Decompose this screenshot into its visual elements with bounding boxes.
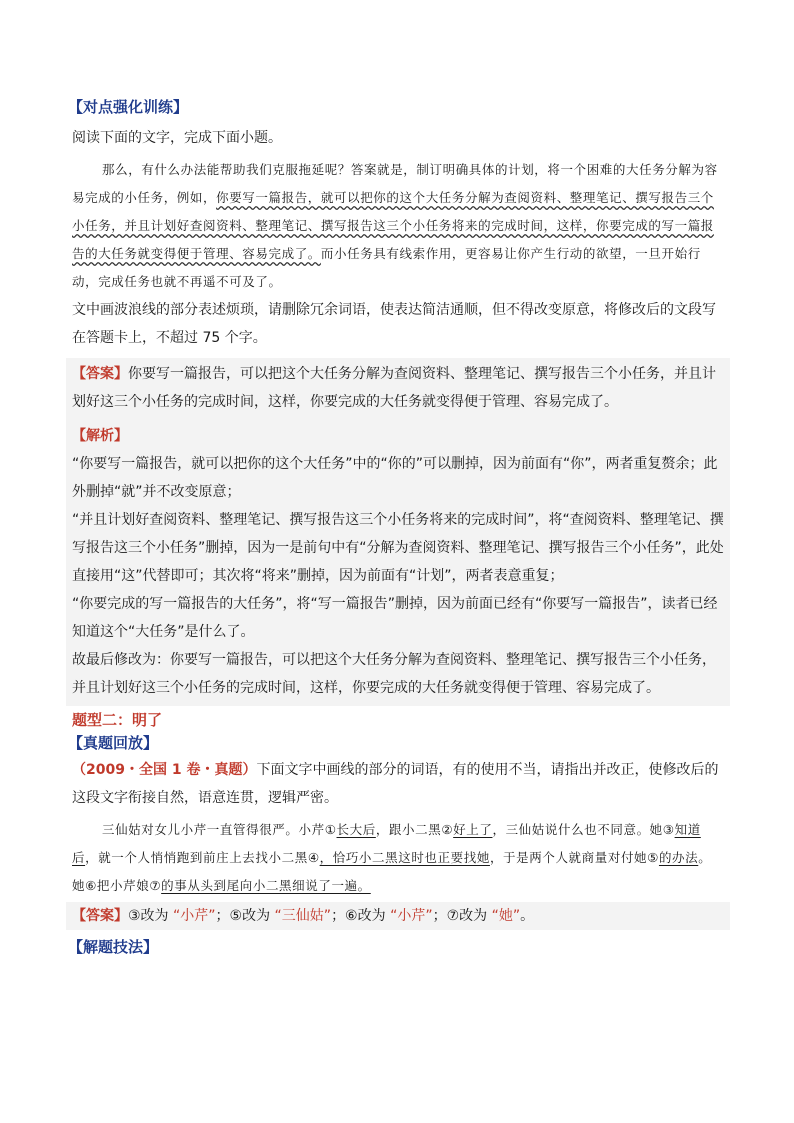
section-heading-methods: 【解题技法】 bbox=[68, 938, 159, 956]
answer-quote: “小芹” bbox=[390, 908, 433, 924]
passage-text: 三仙姑对女儿小芹一直管得很严。小芹 bbox=[102, 822, 325, 837]
exam-source: （2009・全国 1 卷・真题） bbox=[72, 762, 257, 778]
answer-text: 你要写一篇报告，可以把这个大任务分解为查阅资料、整理笔记、撰写报告三个小任务，并且计划好这三个小任务的完成时间，这样，你要完成的大任务就变得便于管理、容易完成了。 bbox=[72, 366, 716, 410]
analysis-paragraph: “你要写一篇报告，就可以把你的这个大任务”中的“你的”可以删掉，因为前面有“你”，两者重复赘余；此外删掉“就”并不改变原意； bbox=[72, 456, 718, 500]
answer-part: ；⑤改为 bbox=[215, 908, 275, 924]
passage-text: ，跟小二黑 bbox=[375, 822, 442, 837]
underlined-phrase: 的事从头到尾向小二黑细说了一遍。 bbox=[161, 878, 371, 893]
passage-text: 把小芹娘 bbox=[96, 878, 150, 893]
passage-text: ，三仙姑说什么也不同意。她 bbox=[492, 822, 663, 837]
section-heading-training: 【对点强化训练】 bbox=[68, 98, 189, 116]
underlined-phrase: 的办法 bbox=[658, 850, 699, 865]
answer-part: 。 bbox=[520, 908, 535, 924]
reading-passage bbox=[72, 156, 724, 296]
document-page bbox=[68, 96, 724, 964]
circled-number: ⑥ bbox=[85, 878, 97, 893]
instruction-text: 阅读下面的文字，完成下面小题。 bbox=[72, 130, 282, 146]
answer-part: ；⑦改为 bbox=[432, 908, 492, 924]
answer-quote: “三仙姑” bbox=[274, 908, 332, 924]
analysis-paragraph: “你要完成的写一篇报告的大任务”，将“写一篇报告”删掉，因为前面已经有“你要写一篇报告”，读者已经知道这个“大任务”是什么了。 bbox=[72, 596, 718, 640]
exam-passage bbox=[72, 816, 724, 900]
answer-quote: “小芹” bbox=[173, 908, 216, 924]
passage-wavy-underline: 你要写一篇报告，就可以把你的这个大任务分解为查阅资料、整理笔记、撰写报告三个小任务，并且计划好查阅资料、整理笔记、撰写报告这三个小任务将来的完成时间，这样，你要完成的写一篇报告的大任务就变得便于管理、容易完成了。 bbox=[72, 190, 714, 261]
underlined-phrase: ，恰巧小二黑这时也正要找她 bbox=[319, 850, 490, 865]
exam-question bbox=[72, 756, 724, 812]
answer-part: ③改为 bbox=[128, 908, 174, 924]
passage-text: ，于是两个人就商量对付她 bbox=[489, 850, 648, 865]
circled-number: ③ bbox=[662, 822, 675, 837]
underlined-phrase: 知道后 bbox=[72, 822, 701, 865]
answer-block bbox=[66, 358, 730, 420]
passage-text: ，就一个人悄悄跑到前庄上去找小二黑 bbox=[85, 850, 308, 865]
circled-number: ② bbox=[441, 822, 454, 837]
analysis-label: 【解析】 bbox=[72, 428, 128, 444]
underlined-phrase: 好上了 bbox=[453, 822, 493, 837]
answer-label: 【答案】 bbox=[72, 366, 128, 382]
passage-text: 。她 bbox=[72, 850, 712, 893]
exam-answer-label: 【答案】 bbox=[72, 908, 128, 924]
circled-number: ⑤ bbox=[647, 850, 659, 865]
circled-number: ① bbox=[324, 822, 337, 837]
circled-number: ④ bbox=[307, 850, 320, 865]
analysis-block bbox=[66, 420, 730, 706]
exam-question-text: 下面文字中画线的部分的词语，有的使用不当，请指出并改正，使修改后的这段文字衔接自然，语意连贯，逻辑严密。 bbox=[72, 762, 719, 806]
section-heading-real-exam: 【真题回放】 bbox=[68, 734, 159, 752]
question-text: 文中画波浪线的部分表述烦琐，请删除冗余词语，使表达简洁通顺，但不得改变原意，将修改后的文段写在答题卡上，不超过 75 个字。 bbox=[72, 302, 716, 346]
passage-part2: 而小任务具有线索作用，更容易让你产生行动的欲望，一旦开始行动，完成任务也就不再遥不可及了。 bbox=[72, 246, 701, 289]
passage-part1: 那么，有什么办法能帮助我们克服拖延呢？答案就是，制订明确具体的计划，将一个困难的大任务分解为容易完成的小任务，例如， bbox=[72, 162, 718, 205]
section-title-mingliao: 题型二：明了 bbox=[72, 711, 163, 729]
answer-part: ；⑥改为 bbox=[331, 908, 391, 924]
exam-answer-block bbox=[66, 902, 730, 930]
answer-quote: “她” bbox=[491, 908, 521, 924]
circled-number: ⑦ bbox=[149, 878, 162, 893]
analysis-paragraph: “并且计划好查阅资料、整理笔记、撰写报告这三个小任务将来的完成时间”，将“查阅资料、整理笔记、撰写报告这三个小任务”删掉，因为一是前句中有“分解为查阅资料、整理笔记、撰写报告三个小任务”，此处直接用“这”代替即可；其次将“将来”删掉，因为前面有“计划”，两者表意重复； bbox=[72, 512, 724, 584]
underlined-phrase: 长大后 bbox=[336, 822, 376, 837]
analysis-paragraph: 故最后修改为：你要写一篇报告，可以把这个大任务分解为查阅资料、整理笔记、撰写报告三个小任务，并且计划好这三个小任务的完成时间，这样，你要完成的大任务就变得便于管理、容易完成了。 bbox=[72, 652, 716, 696]
